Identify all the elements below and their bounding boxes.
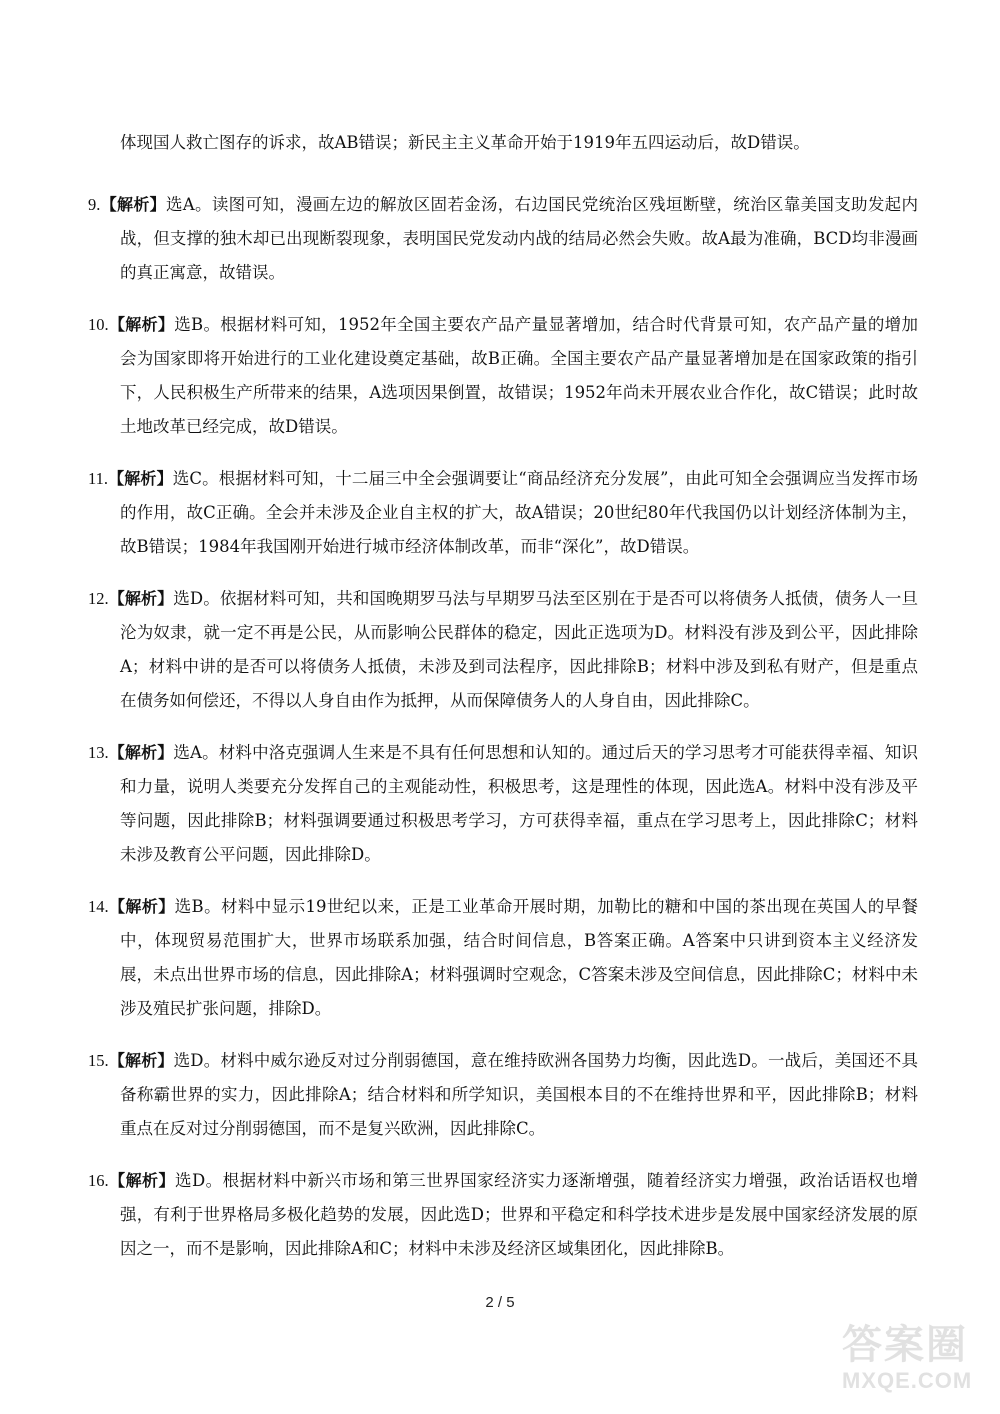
watermark-logo xyxy=(842,1322,992,1404)
analysis-tag: 【解析】 xyxy=(108,1051,174,1070)
answer-item-13 xyxy=(88,736,918,872)
item-text: 选D。根据材料中新兴市场和第三世界国家经济实力逐渐增强，随着经济实力增强，政治话语权也增强，有利于世界格局多极化趋势的发展，因此选D；世界和平稳定和科学技术进步是发展中国家经济发展的原因之一，而不是影响，因此排除A和C；材料中未涉及经济区域集团化，因此排除B。 xyxy=(120,1171,918,1258)
watermark-logo-text: 答案圈 xyxy=(842,1322,968,1368)
item-number: 15. xyxy=(88,1051,109,1070)
answer-item-16 xyxy=(88,1164,918,1266)
analysis-tag: 【解析】 xyxy=(108,897,175,916)
item-number: 12. xyxy=(88,589,109,608)
analysis-tag: 【解析】 xyxy=(108,469,173,488)
item-text: 选A。材料中洛克强调人生来是不具有任何思想和认知的。通过后天的学习思考才可能获得幸福、知识和力量，说明人类要充分发挥自己的主观能动性，积极思考，这是理性的体现，因此选A。材料中没有涉及平等问题，因此排除B；材料强调要通过积极思考学习，方可获得幸福，重点在学习思考上，因此排除C；材料未涉及教育公平问题，因此排除D。 xyxy=(120,743,918,864)
item-text: 选D。依据材料可知，共和国晚期罗马法与早期罗马法至区别在于是否可以将债务人抵债，债务人一旦沦为奴隶，就一定不再是公民，从而影响公民群体的稳定，因此正选项为D。材料没有涉及到公平，因此排除A；材料中讲的是否可以将债务人抵债，未涉及到司法程序，因此排除B；材料中涉及到私有财产，但是重点在债务如何偿还，不得以人身自由作为抵押，从而保障债务人的人身自由，因此排除C。 xyxy=(120,589,918,710)
answer-item-10 xyxy=(88,308,918,444)
analysis-tag: 【解析】 xyxy=(108,743,174,762)
answer-item-9 xyxy=(88,188,918,290)
watermark-site-text: MXQE.COM xyxy=(842,1368,973,1393)
page-number: 2 / 5 xyxy=(485,1294,515,1311)
analysis-tag: 【解析】 xyxy=(100,195,166,214)
item-number: 16. xyxy=(88,1171,109,1190)
answer-item-15 xyxy=(88,1044,918,1146)
item-text: 选B。根据材料可知，1952年全国主要农产品产量显著增加，结合时代背景可知，农产品产量的增加会为国家即将开始进行的工业化建设奠定基础，故B正确。全国主要农产品产量显著增加是在国家政策的指引下，人民积极生产所带来的结果，A选项因果倒置，故错误；1952年尚未开展农业合作化，故C错误；此时故土地改革已经完成，故D错误。 xyxy=(120,315,918,436)
item-text: 选D。材料中威尔逊反对过分削弱德国，意在维持欧洲各国势力均衡，因此选D。一战后，美国还不具备称霸世界的实力，因此排除A；结合材料和所学知识，美国根本目的不在维持世界和平，因此排除B；材料重点在反对过分削弱德国，而不是复兴欧洲，因此排除C。 xyxy=(120,1051,918,1138)
item-text: 选C。根据材料可知，十二届三中全会强调要让“商品经济充分发展”，由此可知全会强调应当发挥市场的作用，故C正确。全会并未涉及企业自主权的扩大，故A错误；20世纪80年代我国仍以计划经济体制为主，故B错误；1984年我国刚开始进行城市经济体制改革，而非“深化”，故D错误。 xyxy=(120,469,918,556)
analysis-tag: 【解析】 xyxy=(108,1171,175,1190)
item-text: 选B。材料中显示19世纪以来，正是工业革命开展时期，加勒比的糖和中国的茶出现在英国人的早餐中，体现贸易范围扩大，世界市场联系加强，结合时间信息，B答案正确。A答案中只讲到资本主义经济发展，未点出世界市场的信息，因此排除A；材料强调时空观念，C答案未涉及空间信息，因此排除C；材料中未涉及殖民扩张问题，排除D。 xyxy=(120,897,918,1018)
answer-explanations xyxy=(88,126,918,1284)
analysis-tag: 【解析】 xyxy=(108,315,175,334)
continuation-line: 体现国人救亡图存的诉求，故AB错误；新民主主义革命开始于1919年五四运动后，故D错误。 xyxy=(120,133,810,152)
item-text: 选A。读图可知，漫画左边的解放区固若金汤，右边国民党统治区残垣断壁，统治区靠美国支助发起内战，但支撑的独木却已出现断裂现象，表明国民党发动内战的结局必然会失败。故A最为准确，BCD均非漫画的真正寓意，故错误。 xyxy=(120,195,918,282)
item-number: 10. xyxy=(88,315,109,334)
item-number: 11. xyxy=(88,469,109,488)
item-number: 13. xyxy=(88,743,109,762)
analysis-tag: 【解析】 xyxy=(108,589,174,608)
item-number: 14. xyxy=(88,897,109,916)
answer-item-12 xyxy=(88,582,918,718)
item-number: 9. xyxy=(88,195,101,214)
answer-item-11 xyxy=(88,462,918,564)
answer-item-14 xyxy=(88,890,918,1026)
